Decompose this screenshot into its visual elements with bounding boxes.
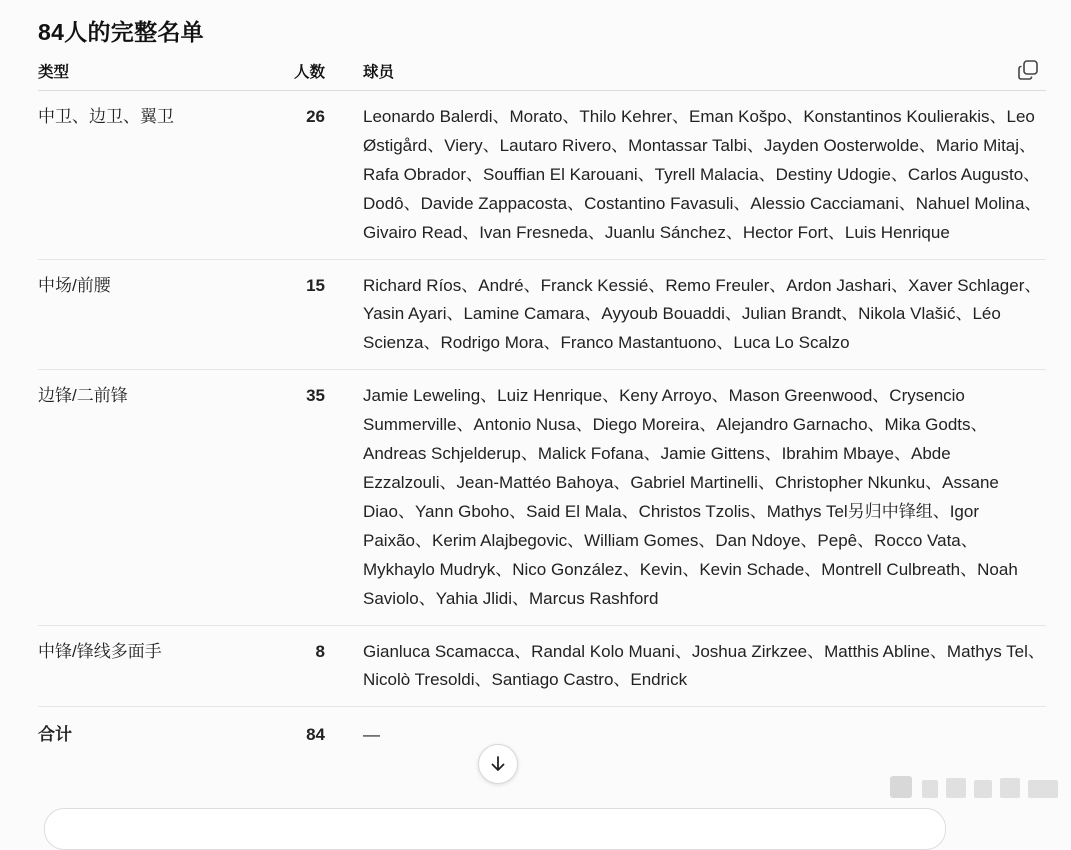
watermark-icon <box>888 770 1064 804</box>
header-gap <box>325 52 363 91</box>
row-gap <box>325 259 363 370</box>
row-players: Jamie Leweling、Luiz Henrique、Keny Arroyo、Mason Greenwood、Crysencio Summerville、Antonio Nusa、Diego Moreira、Alejandro Garnacho、Mika Godts、Andreas Schjelderup、Malick Fofana、Jamie Gittens、Ibrahim Mbaye、Abde Ezzalzouli、Jean-Mattéo Bahoya、Gabriel Martinelli、Christopher Nkunku、Assane Diao、Yann Gboho、Said El Mala、Christos Tzolis、Mathys Tel另归中锋组、Igor Paixão、Kerim Alajbegovic、William Gomes、Dan Ndoye、Pepê、Rocco Vata、Mykhaylo Mudryk、Nico González、Kevin、Kevin Schade、Montrell Culbreath、Noah Saviolo、Yahia Jlidi、Marcus Rashford <box>363 370 1046 625</box>
row-type: 中卫、边卫、翼卫 <box>38 91 268 260</box>
row-type: 中场/前腰 <box>38 259 268 370</box>
table-header-row <box>38 52 1046 91</box>
row-gap <box>325 370 363 625</box>
total-label: 合计 <box>38 725 72 745</box>
message-composer[interactable] <box>44 808 946 850</box>
header-type: 类型 <box>38 52 268 91</box>
header-count: 人数 <box>268 52 325 91</box>
row-count: 26 <box>268 91 325 260</box>
total-players: — <box>363 725 380 745</box>
row-gap <box>325 625 363 707</box>
table-row <box>38 370 1046 625</box>
section-title: 84人的完整名单 <box>38 19 204 45</box>
table-row <box>38 625 1046 707</box>
header-players: 球员 <box>363 52 1046 91</box>
row-type: 边锋/二前锋 <box>38 370 268 625</box>
row-count: 35 <box>268 370 325 625</box>
row-gap <box>325 707 363 761</box>
table-row <box>38 91 1046 260</box>
total-count: 84 <box>306 725 325 745</box>
row-players: Gianluca Scamacca、Randal Kolo Muani、Joshua Zirkzee、Matthis Abline、Mathys Tel、Nicolò Tresoldi、Santiago Castro、Endrick <box>363 625 1046 707</box>
scroll-to-bottom-button[interactable] <box>478 744 518 784</box>
arrow-down-icon <box>488 754 508 774</box>
row-gap <box>325 91 363 260</box>
row-count: 8 <box>268 625 325 707</box>
row-count: 15 <box>268 259 325 370</box>
table-total-row <box>38 707 1046 761</box>
roster-table <box>38 52 1046 761</box>
table-row <box>38 259 1046 370</box>
row-players: Richard Ríos、André、Franck Kessié、Remo Freuler、Ardon Jashari、Xaver Schlager、Yasin Ayari、Lamine Camara、Ayyoub Bouaddi、Julian Brandt、Nikola Vlašić、Léo Scienza、Rodrigo Mora、Franco Mastantuono、Luca Lo Scalzo <box>363 259 1046 370</box>
row-players: Leonardo Balerdi、Morato、Thilo Kehrer、Eman Košpo、Konstantinos Koulierakis、Leo Østigård、Viery、Lautaro Rivero、Montassar Talbi、Jayden Oosterwolde、Mario Mitaj、Rafa Obrador、Souffian El Karouani、Tyrell Malacia、Destiny Udogie、Carlos Augusto、Dodô、Davide Zappacosta、Costantino Favasuli、Alessio Cacciamani、Nahuel Molina、Givairo Read、Ivan Fresneda、Juanlu Sánchez、Hector Fort、Luis Henrique <box>363 91 1046 260</box>
row-type: 中锋/锋线多面手 <box>38 625 268 707</box>
